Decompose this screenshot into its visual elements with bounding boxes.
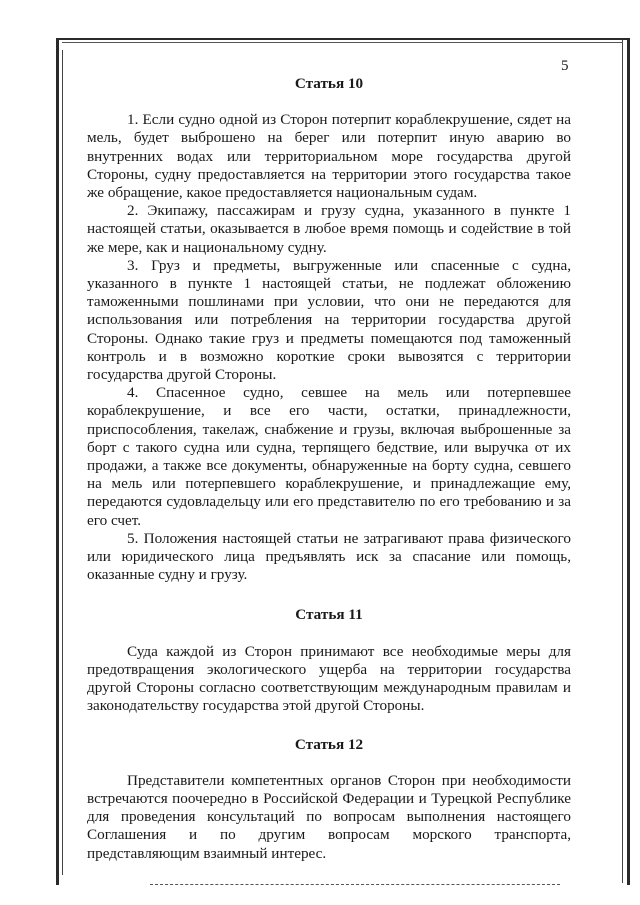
article-12 (87, 736, 571, 863)
frame-left-outer (56, 38, 59, 885)
frame-top-inner (62, 42, 623, 43)
article-paragraph: 2. Экипажу, пассажирам и грузу судна, указанного в пункте 1 настоящей статьи, оказывается в любое время помощь и содействие в той же мере, как и национальному судну. (87, 202, 571, 256)
frame-top-outer (56, 38, 630, 40)
article-paragraph: 1. Если судно одной из Сторон потерпит кораблекрушение, сядет на мель, будет выброшено на берег или потерпит иную аварию во внутренних водах или территориальном море государства другой Стороны, судну предоставляется на территории этого государства такое же обращение, какое предоставляется национальным судам. (87, 111, 571, 202)
article-paragraph: Представители компетентных органов Сторон при необходимости встречаются поочередно в Российской Федерации и Турецкой Республике для проведения консультаций по вопросам выполнения настоящего Соглашения и по другим вопросам морского транспорта, представляющим взаимный интерес. (87, 771, 571, 862)
article-paragraph: 3. Груз и предметы, выгруженные или спасенные с судна, указанного в пункте 1 настоящей статьи, не подлежат обложению таможенными пошлинами при условии, что они не передаются для использования или потребления на территории государства другой Стороны. Однако такие груз и предметы помещаются под таможенный контроль и в возможно короткие сроки вывозятся с территории государства другой Стороны. (87, 256, 571, 384)
article-10 (87, 75, 571, 584)
article-paragraph: 4. Спасенное судно, севшее на мель или потерпевшее кораблекрушение, и все его части, остатки, принадлежности, приспособления, такелаж, снабжение и грузы, включая выброшенные за борт с такого судна или судна, терпящего бедствие, или выручка от их продажи, а также все документы, обнаруженные на борту судна, севшего на мель или потерпевшего кораблекрушение, и принадлежащие ему, передаются судовладельцу или его представителю по его требованию и за его счет. (87, 384, 571, 529)
article-title: Статья 11 (295, 606, 363, 624)
frame-right-inner (622, 40, 623, 883)
document-body (87, 75, 571, 885)
article-paragraph: Суда каждой из Сторон принимают все необходимые меры для предотвращения экологического ущерба на территории государства другой Стороны согласно соответствующим международным правилам и законодательству государства этой другой Стороны. (87, 642, 571, 715)
article-title: Статья 12 (294, 735, 364, 753)
article-11 (87, 606, 571, 715)
page-number: 5 (561, 58, 569, 74)
frame-right-outer (627, 38, 630, 885)
frame-left-inner (62, 50, 63, 875)
article-title: Статья 10 (294, 75, 364, 92)
article-paragraph: 5. Положения настоящей статьи не затрагивают права физического или юридического лица предъявлять иск за спасание или помощь, оказанные судну и грузу. (87, 529, 571, 584)
